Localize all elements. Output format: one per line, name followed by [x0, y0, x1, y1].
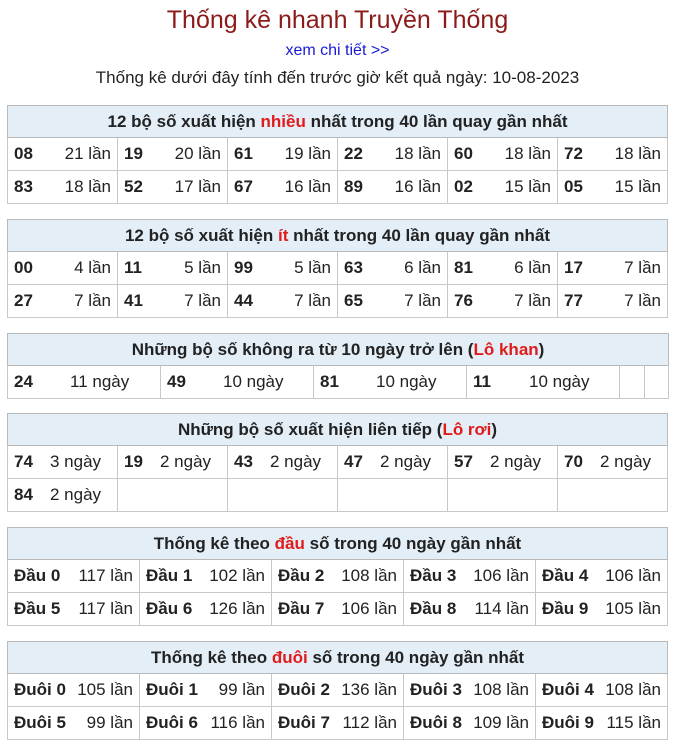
- number: 60: [454, 144, 473, 163]
- stat-cell: [228, 171, 338, 204]
- most-frequent-table: [7, 105, 668, 204]
- count: 17 lần: [174, 177, 221, 196]
- stat-cell: [314, 366, 467, 399]
- label: Đuôi 8: [410, 713, 462, 732]
- label: Đầu 7: [278, 599, 325, 618]
- stat-cell: [118, 285, 228, 318]
- count: 16 lần: [284, 177, 331, 196]
- stat-cell: [161, 366, 314, 399]
- number: 65: [344, 291, 363, 310]
- count: 7 lần: [514, 291, 551, 310]
- number: 63: [344, 258, 363, 277]
- label: Đầu 9: [542, 599, 589, 618]
- number: 89: [344, 177, 363, 196]
- count: 20 lần: [174, 144, 221, 163]
- stat-cell: [272, 593, 404, 626]
- stat-cell: [536, 674, 668, 707]
- number: 47: [344, 452, 363, 471]
- stat-cell: [448, 138, 558, 171]
- stat-cell: [272, 560, 404, 593]
- stat-cell: [140, 593, 272, 626]
- lo-khan-table: [7, 333, 669, 399]
- days: 2 ngày: [50, 485, 102, 504]
- count: 106 lần: [341, 599, 397, 618]
- number: 81: [320, 372, 339, 391]
- number: 11: [124, 258, 142, 277]
- number: 49: [167, 372, 186, 391]
- title-text: Những bộ số xuất hiện liên tiếp (: [177, 419, 443, 439]
- stat-cell: [140, 560, 272, 593]
- duoi-title: [8, 642, 668, 674]
- number: 44: [234, 291, 253, 310]
- stat-cell: [228, 138, 338, 171]
- empty-cell: [118, 479, 228, 512]
- stat-cell: [558, 252, 668, 285]
- title-text: nhất trong 40 lần quay gần nhất: [305, 111, 568, 131]
- count: 126 lần: [209, 599, 265, 618]
- number: 22: [344, 144, 363, 163]
- label: Đuôi 6: [146, 713, 198, 732]
- count: 7 lần: [294, 291, 331, 310]
- count: 18 lần: [614, 144, 661, 163]
- dau-table: [7, 527, 668, 626]
- count: 5 lần: [294, 258, 331, 277]
- count: 109 lần: [473, 713, 529, 732]
- days: 2 ngày: [380, 452, 432, 471]
- count: 19 lần: [284, 144, 331, 163]
- count: 106 lần: [473, 566, 529, 585]
- stat-cell: [448, 171, 558, 204]
- number: 76: [454, 291, 473, 310]
- page-header: [0, 0, 675, 96]
- stat-cell: [8, 479, 118, 512]
- count: 105 lần: [77, 680, 133, 699]
- page-title: Thống kê nhanh Truyền Thống: [166, 6, 509, 34]
- days: 11 ngày: [70, 372, 130, 391]
- days: 2 ngày: [270, 452, 322, 471]
- label: Đầu 1: [146, 566, 193, 585]
- number: 81: [454, 258, 473, 277]
- count: 136 lần: [341, 680, 397, 699]
- count: 15 lần: [614, 177, 661, 196]
- label: Đầu 2: [278, 566, 325, 585]
- label: Đầu 0: [14, 566, 61, 585]
- stat-cell: [118, 446, 228, 479]
- days: 2 ngày: [160, 452, 212, 471]
- number: 84: [14, 485, 33, 504]
- count: 116 lần: [210, 713, 265, 732]
- count: 117 lần: [78, 566, 133, 585]
- title-highlight: Lô khan: [473, 339, 539, 359]
- number: 77: [564, 291, 583, 310]
- title-highlight: ít: [278, 225, 289, 245]
- number: 19: [124, 144, 143, 163]
- count: 4 lần: [74, 258, 111, 277]
- empty-cell: [620, 366, 645, 399]
- number: 00: [14, 258, 33, 277]
- label: Đầu 3: [410, 566, 457, 585]
- stat-cell: [228, 285, 338, 318]
- number: 67: [234, 177, 253, 196]
- stat-cell: [448, 446, 558, 479]
- count: 16 lần: [394, 177, 441, 196]
- title-text: ): [538, 339, 545, 359]
- count: 108 lần: [473, 680, 529, 699]
- count: 106 lần: [605, 566, 661, 585]
- label: Đuôi 1: [146, 680, 198, 699]
- label: Đuôi 9: [542, 713, 594, 732]
- count: 18 lần: [504, 144, 551, 163]
- count: 6 lần: [514, 258, 551, 277]
- count: 108 lần: [605, 680, 661, 699]
- count: 117 lần: [78, 599, 133, 618]
- days: 2 ngày: [600, 452, 652, 471]
- stat-cell: [404, 674, 536, 707]
- number: 19: [124, 452, 143, 471]
- stat-cell: [338, 446, 448, 479]
- stat-cell: [118, 171, 228, 204]
- stat-cell: [338, 285, 448, 318]
- label: Đầu 8: [410, 599, 457, 618]
- stat-cell: [8, 171, 118, 204]
- stat-cell: [338, 171, 448, 204]
- number: 05: [564, 177, 583, 196]
- days: 10 ngày: [529, 372, 590, 391]
- stat-cell: [140, 674, 272, 707]
- title-text: Thống kê theo: [150, 647, 272, 667]
- empty-cell: [338, 479, 448, 512]
- count: 21 lần: [64, 144, 111, 163]
- label: Đuôi 0: [14, 680, 66, 699]
- stat-cell: [8, 252, 118, 285]
- stat-cell: [558, 171, 668, 204]
- number: 27: [14, 291, 33, 310]
- stat-cell: [404, 593, 536, 626]
- number: 11: [473, 372, 491, 391]
- stat-cell: [558, 446, 668, 479]
- count: 7 lần: [404, 291, 441, 310]
- number: 72: [564, 144, 583, 163]
- number: 52: [124, 177, 143, 196]
- number: 83: [14, 177, 33, 196]
- empty-cell: [558, 479, 668, 512]
- subtitle-prefix: Thống kê dưới đây tính đến trước giờ kết quả ngày:: [95, 68, 493, 87]
- count: 108 lần: [341, 566, 397, 585]
- number: 99: [234, 258, 253, 277]
- number: 70: [564, 452, 583, 471]
- stat-cell: [272, 707, 404, 740]
- count: 6 lần: [404, 258, 441, 277]
- stat-cell: [448, 252, 558, 285]
- stat-cell: [404, 707, 536, 740]
- stat-cell: [118, 138, 228, 171]
- days: 10 ngày: [376, 372, 437, 391]
- days: 3 ngày: [50, 452, 102, 471]
- stat-cell: [272, 674, 404, 707]
- count: 15 lần: [504, 177, 551, 196]
- empty-cell: [448, 479, 558, 512]
- empty-cell: [645, 366, 669, 399]
- stat-cell: [8, 593, 140, 626]
- lo-roi-title: [8, 414, 668, 446]
- stat-cell: [338, 252, 448, 285]
- count: 112 lần: [342, 713, 397, 732]
- number: 24: [14, 372, 33, 391]
- stat-cell: [8, 707, 140, 740]
- stat-cell: [467, 366, 620, 399]
- number: 61: [234, 144, 253, 163]
- stat-cell: [558, 285, 668, 318]
- title-text: số trong 40 ngày gần nhất: [307, 647, 525, 667]
- stat-cell: [8, 674, 140, 707]
- stat-cell: [558, 138, 668, 171]
- stat-cell: [536, 593, 668, 626]
- count: 115 lần: [606, 713, 661, 732]
- title-text: Những bộ số không ra từ 10 ngày trở lên (: [131, 339, 474, 359]
- number: 41: [124, 291, 143, 310]
- number: 74: [14, 452, 33, 471]
- stat-cell: [118, 252, 228, 285]
- stat-cell: [140, 707, 272, 740]
- count: 7 lần: [74, 291, 111, 310]
- lo-khan-title: [8, 334, 669, 366]
- lo-roi-table: [7, 413, 668, 512]
- title-highlight: nhiều: [260, 111, 306, 131]
- title-highlight: đầu: [274, 533, 305, 553]
- stat-cell: [8, 560, 140, 593]
- label: Đuôi 2: [278, 680, 330, 699]
- least-frequent-title: [8, 220, 668, 252]
- title-text: số trong 40 ngày gần nhất: [304, 533, 522, 553]
- count: 7 lần: [624, 258, 661, 277]
- label: Đầu 6: [146, 599, 193, 618]
- count: 99 lần: [86, 713, 133, 732]
- number: 43: [234, 452, 253, 471]
- count: 114 lần: [474, 599, 529, 618]
- title-highlight: đuôi: [271, 647, 308, 667]
- detail-link[interactable]: xem chi tiết >>: [285, 42, 390, 59]
- result-date: 10-08-2023: [492, 68, 580, 87]
- label: Đuôi 3: [410, 680, 462, 699]
- duoi-table: [7, 641, 668, 740]
- label: Đuôi 5: [14, 713, 66, 732]
- dau-title: [8, 528, 668, 560]
- days: 10 ngày: [223, 372, 284, 391]
- least-frequent-table: [7, 219, 668, 318]
- title-text: ): [491, 419, 498, 439]
- count: 99 lần: [218, 680, 265, 699]
- stat-cell: [8, 366, 161, 399]
- label: Đầu 5: [14, 599, 61, 618]
- stat-cell: [8, 138, 118, 171]
- stat-cell: [536, 560, 668, 593]
- stat-cell: [404, 560, 536, 593]
- number: 02: [454, 177, 473, 196]
- label: Đuôi 4: [542, 680, 594, 699]
- count: 7 lần: [624, 291, 661, 310]
- label: Đuôi 7: [278, 713, 330, 732]
- count: 7 lần: [184, 291, 221, 310]
- count: 18 lần: [394, 144, 441, 163]
- days: 2 ngày: [490, 452, 542, 471]
- page-subtitle: [0, 68, 675, 88]
- label: Đầu 4: [542, 566, 589, 585]
- most-frequent-title: [8, 106, 668, 138]
- title-text: 12 bộ số xuất hiện: [107, 111, 261, 131]
- stat-cell: [8, 285, 118, 318]
- number: 17: [564, 258, 583, 277]
- count: 18 lần: [64, 177, 111, 196]
- empty-cell: [228, 479, 338, 512]
- number: 08: [14, 144, 33, 163]
- title-text: 12 bộ số xuất hiện: [124, 225, 278, 245]
- stat-cell: [448, 285, 558, 318]
- stat-cell: [228, 446, 338, 479]
- stat-cell: [228, 252, 338, 285]
- title-text: nhất trong 40 lần quay gần nhất: [288, 225, 551, 245]
- title-highlight: Lô rơi: [442, 419, 492, 439]
- stat-cell: [8, 446, 118, 479]
- count: 105 lần: [605, 599, 661, 618]
- stat-cell: [536, 707, 668, 740]
- title-text: Thống kê theo: [153, 533, 275, 553]
- number: 57: [454, 452, 473, 471]
- count: 102 lần: [209, 566, 265, 585]
- count: 5 lần: [184, 258, 221, 277]
- stat-cell: [338, 138, 448, 171]
